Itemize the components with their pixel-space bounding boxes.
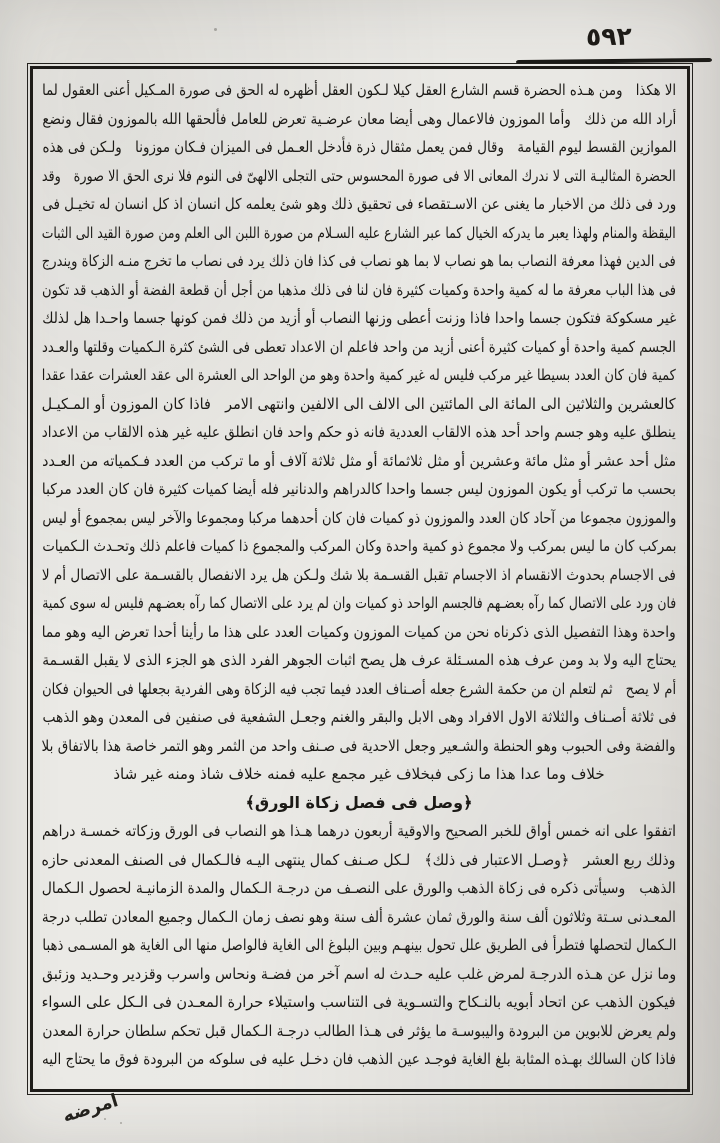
- text-line: بحسب ما تركب أو يكون الموزون ليس جسما واحدا كالدراهم والدنانير فله أيضا كميات كثيرة فان كان العدد مركبا: [42, 480, 676, 498]
- text-line: المعـدنى سـتة وثلاثون ألف سنة والورق ثمان عشرة ألف سنة وهو نصف زمان الـكمال وجميع المعادن تطلب درجة: [42, 907, 676, 926]
- text-frame: [30, 66, 690, 1092]
- paper-speck: [104, 1118, 106, 1120]
- text-line: الحضرة المثاليـة التى لا ندرك المعانى الا فى صورة المحسوس حتى التجلى الالهىّ فى النوم فلا نرى الحق الا صورة وقد: [42, 166, 676, 185]
- section-heading: ﴿وصل فى فصل زكاة الورق﴾: [245, 792, 473, 812]
- text-line: وذلك ربع العشر ﴿وصـل الاعتبار فى ذلك﴾ لـكل صـنف كمال ينتهى اليـه فالـكمال فى الصنف المعدنى حازه: [42, 850, 676, 869]
- paper-speck: [214, 28, 217, 31]
- text-line: بمركب كان ما ليس بمركب ولا مجموع ذو كمية واحدة وكان المركب والمجموع ذا كميات فاعلم ذلك وتحـدث الـكميات: [42, 537, 676, 555]
- text-line: كمية فان كان العدد بسيطا غير مركب فليس له غير كمية واحدة وهو من الواحد الى العشرة الى عقد العشرات عقدا عقدا: [42, 366, 676, 384]
- body-text: [42, 76, 676, 1074]
- text-line: فى الاجسام بحدوث الانقسام اذ الاجسام تقبل القسـمة بلا شك ولـكن هل يرد الانفصال بالقسـمة على الاتصال أم لا: [42, 565, 676, 584]
- text-line: أراد الله من ذلك وأما الموزون فالاعمال وهى أيضا معان عرضـية تعرض للعامل فألحقها الله بالموزون فقال ونضع: [42, 109, 676, 128]
- text-line: الجسم كمية واحدة أو كميات كثيرة أعنى أزيد من واحد فاعلم ان الاعداد تعطى فى الشئ كثرة الـكميات وقلتها والعـدد: [42, 337, 676, 356]
- text-line: واحدة وهذا التفصيل الذى ذكرناه نحن من كميات الموزون وكميات العدد على هذا ما رأينا أحدا تعرض اليه وهو مما: [42, 622, 676, 641]
- text-line: ولم يعرض للابوين من البرودة واليبوسـة ما يؤثر فى هـذا الطالب درجـة الـكمال قبل تحكم سلطان حرارة المعدن: [42, 1021, 676, 1040]
- text-line: والفضة وفى الحبوب وهو الحنطة والشـعير وجعل الاحدية فى صـنف واحد من الثمر وهو التمر خاصة هذا بالاتفاق بلا: [42, 736, 676, 755]
- text-line: اليقظة والمنام ولهذا يعبر ما يدركه الخيال كما عبر الشارع عليه السـلام من صورة اللبن الى العلم ومن صورة القيد الى الثبات: [42, 223, 676, 242]
- text-line: ورد فى ذلك من الاخبار ما يغنى عن الاسـتقصاء فى تحقيق ذلك وهو شئ يعلمه كل انسان اذ كل انسان له تخيـل فى: [42, 195, 676, 213]
- text-line: ينطلق عليه وهو جسم واحد أحد هذه الالقاب العددية فانه ذو حكم واحد فان انطلق عليه غير هذه الالقاب من الاعداد: [42, 423, 676, 441]
- paper-speck: [120, 1122, 122, 1124]
- text-line: غير مسكوكة فتكون جسما واحدا فاذا وزنت أعطى وزنها النصاب أو أزيد من ذلك فمن كونها جسما واحـدا هل لذلك: [42, 309, 676, 327]
- text-line: فان ورد على الاتصال كما رآه بعضـهم فالجسم الواحد ذو كميات وان لم يرد على الاتصال كما رآه بعضـهم فليس له سوى كمية: [42, 594, 676, 612]
- text-line-section-end: خلاف وما عدا هذا ما زكى فبخلاف غير مجمع عليه فمنه خلاف شاذ ومنه غير شاذ: [113, 765, 605, 783]
- text-line: الا هكذا ومن هـذه الحضرة قسم الشارع العقل كيلا لـكون العقل أظهره له الحق فى صورة المـكيل أعنى العقول لما: [42, 81, 676, 99]
- text-line: والموزون مجموعا من آحاد كان العدد والموزون ذو كميات فان كان أحدهما مركبا ومجموعا والآخر ليس بمجموع أو ليس: [42, 508, 676, 527]
- text-line: الـكمال لتحصلها فتطرأ فى الطريق علل تحول بينهـم وبين البلوغ الى الغاية فالواصل منها الى الغاية هو المسـمى ذهبا: [42, 936, 676, 954]
- text-line: يحتاج اليه ولا بد ومن عرف هذه المسـئلة عرف هل يصح اثبات الجوهر الفرد الذى هو الجزء الذى لا يقبل القسـمة: [42, 651, 676, 669]
- text-line: فى هذا الباب معرفة ما له كمية واحدة وكميات كثيرة فان لنا فى ذلك مذهبا من أجل أن قطعة الفضة أو الذهب قد تكون: [42, 280, 676, 299]
- folio-number-rule: [516, 58, 712, 64]
- text-line: فيكون الذهب عن اتحاد أبويه بالنـكاح والتسـوية فى التناسب واستيلاء حرارة المعـدن فى الـكل على السواء: [42, 993, 676, 1011]
- text-line: الذهب وسيأتى ذكره فى زكاة الذهب والورق على النصـف من درجـة الـكمال والمدة الزمانيـة لحصول الـكمال: [42, 879, 676, 897]
- text-line: مثل أحد عشر أو مثل مائة وعشرين أو مثل ثلاثمائة أو مثل ثلاثة آلاف أو ما تركب من العدد فـكمياته من العـدد: [42, 451, 676, 470]
- catchword: امرضه: [60, 1090, 121, 1127]
- text-line: كالعشرين والثلاثين الى المائة الى المائتين الى الالف الى الالفين وانتهى الامر فاذا كان الموزون أو المـكيـل: [42, 394, 676, 413]
- text-line: اتفقوا على انه خمس أواق للخبر الصحيح والاوقية أربعون درهما هـذا هو النصاب فى الورق وزكاته خمسـة دراهم: [42, 822, 676, 840]
- text-line: فى الدين فهذا معرفة النصاب بما هو نصاب لا بما هو نصاب فى كذا فان ذلك يرد فى نصاب ما تخرج منـه الزكاة ويندرج: [42, 252, 676, 270]
- text-line: الموازين القسط ليوم القيامة وقال فمن يعمل مثقال ذرة فأدخل العـمل فى الميزان فـكان موزونا ولـكن فى هذه: [42, 138, 676, 156]
- folio-number: ٥٩٢: [585, 21, 633, 52]
- text-line: فى ثلاثة أصـناف والثلاثة الاول الافراد وهى الابل والبقر والغنم وجعـل الشفعية فى صنفين فى المعدن وهو الذهب: [42, 708, 676, 726]
- text-line: فاذا كان السالك بهـذه المثابة بلغ الغاية فوجـد عين الذهب فان دخـل عليه فى سلوكه من البرودة فوق ما يحتاج اليه: [42, 1050, 676, 1068]
- text-line: أم لا يصح ثم لتعلم ان من حكمة الشرع جعله أصـناف العدد فيما تجب فيه الزكاة وهى الفردية بجعلها فى الحيوان فكان: [42, 679, 676, 698]
- text-line: وما نزل عن هـذه الدرجـة لمرض غلب عليه حـدث له اسم آخر من فضـة ونحاس واسرب وقزدير وحـديد وزئبق: [42, 964, 676, 983]
